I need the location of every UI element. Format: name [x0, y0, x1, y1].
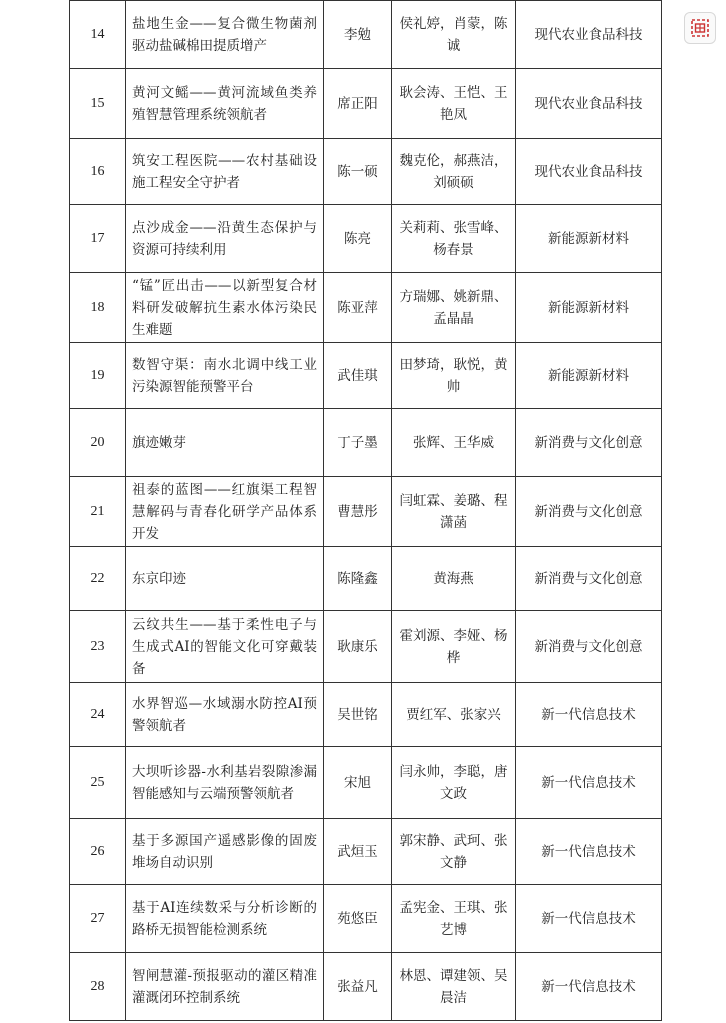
- project-advisors: 侯礼婷，肖蒙，陈诚: [392, 1, 516, 69]
- project-leader: 李勉: [324, 1, 392, 69]
- project-field: 新消费与文化创意: [516, 409, 662, 477]
- row-number: 20: [70, 409, 126, 477]
- project-field: 新一代信息技术: [516, 819, 662, 885]
- project-field: 新一代信息技术: [516, 683, 662, 747]
- project-advisors: 关莉莉、张雪峰、杨春景: [392, 205, 516, 273]
- table-row: [70, 139, 662, 205]
- project-advisors: 张辉、王华威: [392, 409, 516, 477]
- project-name: 数智守渠：南水北调中线工业污染源智能预警平台: [126, 343, 324, 409]
- project-name: 筑安工程医院——农村基础设施工程安全守护者: [126, 139, 324, 205]
- project-leader: 曹慧彤: [324, 477, 392, 547]
- project-advisors: 黄海燕: [392, 547, 516, 611]
- project-field: 新一代信息技术: [516, 747, 662, 819]
- project-leader: 武佳琪: [324, 343, 392, 409]
- row-number: 23: [70, 611, 126, 683]
- project-advisors: 田梦琦，耿悦，黄帅: [392, 343, 516, 409]
- project-field: 现代农业食品科技: [516, 69, 662, 139]
- project-advisors: 郭宋静、武珂、张文静: [392, 819, 516, 885]
- project-field: 新能源新材料: [516, 205, 662, 273]
- project-leader: 陈隆鑫: [324, 547, 392, 611]
- row-number: 19: [70, 343, 126, 409]
- project-field: 现代农业食品科技: [516, 139, 662, 205]
- project-name: 祖泰的蓝图——红旗渠工程智慧解码与青春化研学产品体系开发: [126, 477, 324, 547]
- row-number: 14: [70, 1, 126, 69]
- project-leader: 陈亮: [324, 205, 392, 273]
- project-name: 水界智巡—水域溺水防控AI预警领航者: [126, 683, 324, 747]
- project-advisors: 贾红军、张家兴: [392, 683, 516, 747]
- row-number: 21: [70, 477, 126, 547]
- project-field: 现代农业食品科技: [516, 1, 662, 69]
- row-number: 16: [70, 139, 126, 205]
- table-row: [70, 205, 662, 273]
- table-row: [70, 69, 662, 139]
- project-name: 点沙成金——沿黄生态保护与资源可持续利用: [126, 205, 324, 273]
- row-number: 22: [70, 547, 126, 611]
- project-leader: 张益凡: [324, 953, 392, 1021]
- project-field: 新消费与文化创意: [516, 611, 662, 683]
- project-advisors: 闫虹霖、姜璐、程潇菡: [392, 477, 516, 547]
- table-row: [70, 953, 662, 1021]
- row-number: 18: [70, 273, 126, 343]
- row-number: 27: [70, 885, 126, 953]
- project-leader: 陈亚萍: [324, 273, 392, 343]
- project-leader: 吴世铭: [324, 683, 392, 747]
- project-leader: 苑悠臣: [324, 885, 392, 953]
- row-number: 17: [70, 205, 126, 273]
- project-name: 黄河文鳐——黄河流域鱼类养殖智慧管理系统领航者: [126, 69, 324, 139]
- project-advisors: 方瑞娜、姚新鼎、孟晶晶: [392, 273, 516, 343]
- project-field: 新能源新材料: [516, 343, 662, 409]
- project-table-body: [70, 1, 662, 1021]
- project-leader: 席正阳: [324, 69, 392, 139]
- row-number: 28: [70, 953, 126, 1021]
- project-field: 新能源新材料: [516, 273, 662, 343]
- project-name: 旗迹嫩芽: [126, 409, 324, 477]
- table-row: [70, 477, 662, 547]
- row-number: 26: [70, 819, 126, 885]
- project-leader: 丁子墨: [324, 409, 392, 477]
- table-row: [70, 683, 662, 747]
- project-advisors: 魏克伦，郝燕洁，刘硕硕: [392, 139, 516, 205]
- table-row: [70, 409, 662, 477]
- project-name: 基于AI连续数采与分析诊断的路桥无损智能检测系统: [126, 885, 324, 953]
- table-row: [70, 611, 662, 683]
- project-leader: 陈一硕: [324, 139, 392, 205]
- project-advisors: 耿会涛、王恺、王艳凤: [392, 69, 516, 139]
- project-name: “锰”匠出击——以新型复合材料研发破解抗生素水体污染民生难题: [126, 273, 324, 343]
- project-leader: 耿康乐: [324, 611, 392, 683]
- project-field: 新一代信息技术: [516, 953, 662, 1021]
- table-row: [70, 547, 662, 611]
- table-row: [70, 885, 662, 953]
- table-row: [70, 819, 662, 885]
- image-view-icon[interactable]: [684, 12, 716, 44]
- table-row: [70, 747, 662, 819]
- project-advisors: 林恩、谭建领、吴晨洁: [392, 953, 516, 1021]
- project-name: 基于多源国产遥感影像的固废堆场自动识别: [126, 819, 324, 885]
- row-number: 25: [70, 747, 126, 819]
- project-advisors: 霍刘源、李娅、杨桦: [392, 611, 516, 683]
- project-leader: 武烜玉: [324, 819, 392, 885]
- table-row: [70, 273, 662, 343]
- project-advisors: 孟宪金、王琪、张艺博: [392, 885, 516, 953]
- project-name: 云纹共生——基于柔性电子与生成式AI的智能文化可穿戴装备: [126, 611, 324, 683]
- project-name: 盐地生金——复合微生物菌剂驱动盐碱棉田提质增产: [126, 1, 324, 69]
- table-row: [70, 343, 662, 409]
- project-advisors: 闫永帅，李聪，唐文政: [392, 747, 516, 819]
- row-number: 15: [70, 69, 126, 139]
- table-row: [70, 1, 662, 69]
- project-table: [69, 0, 661, 1021]
- project-name: 智闸慧灌-预报驱动的灌区精准灌溉闭环控制系统: [126, 953, 324, 1021]
- project-field: 新消费与文化创意: [516, 547, 662, 611]
- project-leader: 宋旭: [324, 747, 392, 819]
- project-field: 新一代信息技术: [516, 885, 662, 953]
- row-number: 24: [70, 683, 126, 747]
- project-name: 大坝听诊器-水利基岩裂隙渗漏智能感知与云端预警领航者: [126, 747, 324, 819]
- project-name: 东京印迹: [126, 547, 324, 611]
- project-field: 新消费与文化创意: [516, 477, 662, 547]
